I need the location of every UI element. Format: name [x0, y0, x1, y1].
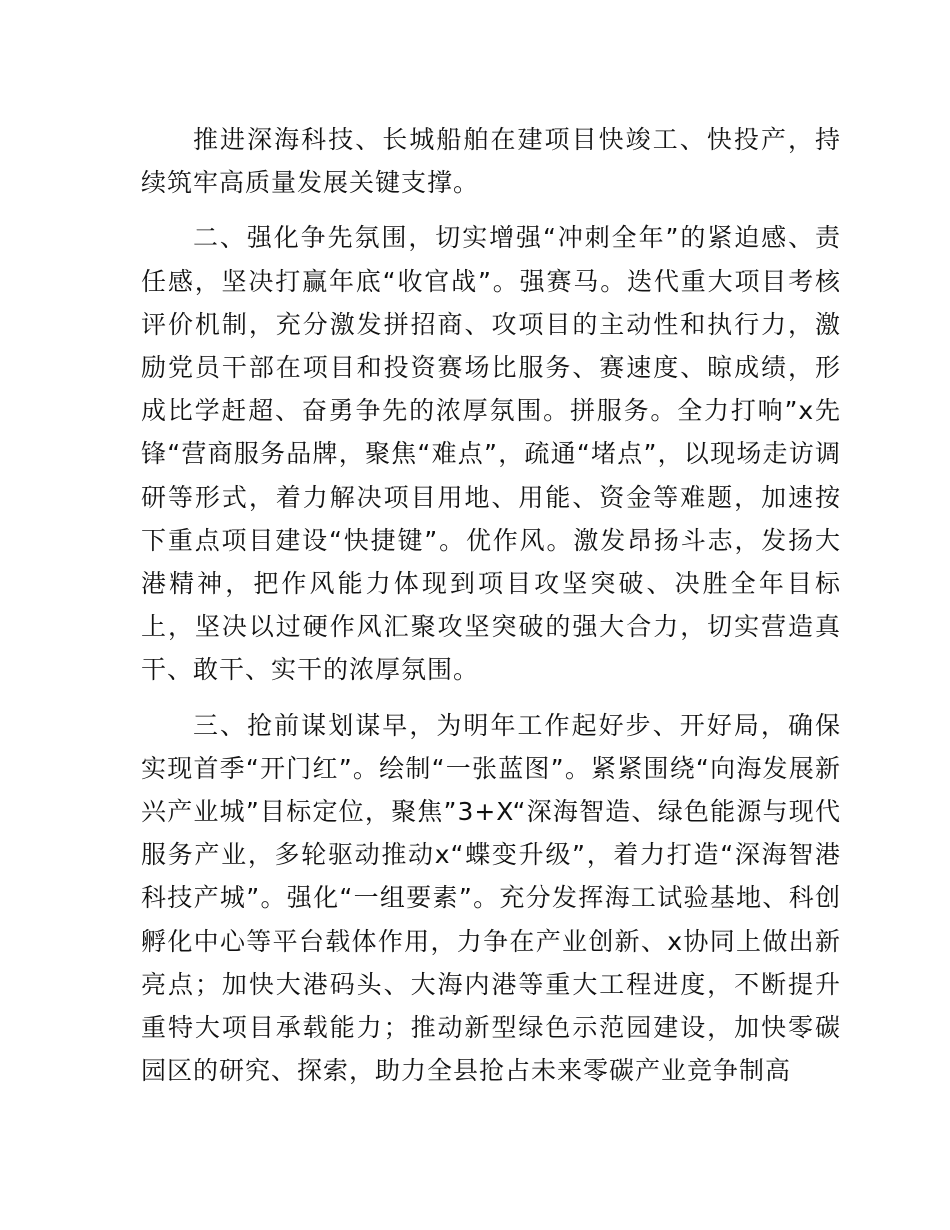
- document-body: [141, 118, 841, 1092]
- paragraph-section-two: 二、强化争先氛围，切实增强“冲刺全年”的紧迫感、责任感，坚决打赢年底“收官战”。强赛马。迭代重大项目考核评价机制，充分激发拼招商、攻项目的主动性和执行力，激励党员干部在项目和投资赛场比服务、赛速度、晾成绩，形成比学赶超、奋勇争先的浓厚氛围。拼服务。全力打响”x先锋“营商服务品牌，聚焦“难点”，疏通“堵点”，以现场走访调研等形式，着力解决项目用地、用能、资金等难题，加速按下重点项目建设“快捷键”。优作风。激发昂扬斗志，发扬大港精神，把作风能力体现到项目攻坚突破、决胜全年目标上，坚决以过硬作风汇聚攻坚突破的强大合力，切实营造真干、敢干、实干的浓厚氛围。: [141, 223, 841, 685]
- paragraph-section-three: 三、抢前谋划谋早，为明年工作起好步、开好局，确保实现首季“开门红”。绘制“一张蓝图”。紧紧围绕“向海发展新兴产业城”目标定位，聚焦”3+X“深海智造、绿色能源与现代服务产业，多轮驱动推动x“蝶变升级”，着力打造“深海智港科技产城”。强化“一组要素”。充分发挥海工试验基地、科创孵化中心等平台载体作用，力争在产业创新、x协同上做出新亮点；加快大港码头、大海内港等重大工程进度，不断提升重特大项目承载能力；推动新型绿色示范园建设，加快零碳园区的研究、探索，助力全县抢占未来零碳产业竞争制高: [141, 710, 841, 1086]
- paragraph-continuation: 推进深海科技、长城船舶在建项目快竣工、快投产，持续筑牢高质量发展关键支撑。: [141, 125, 841, 198]
